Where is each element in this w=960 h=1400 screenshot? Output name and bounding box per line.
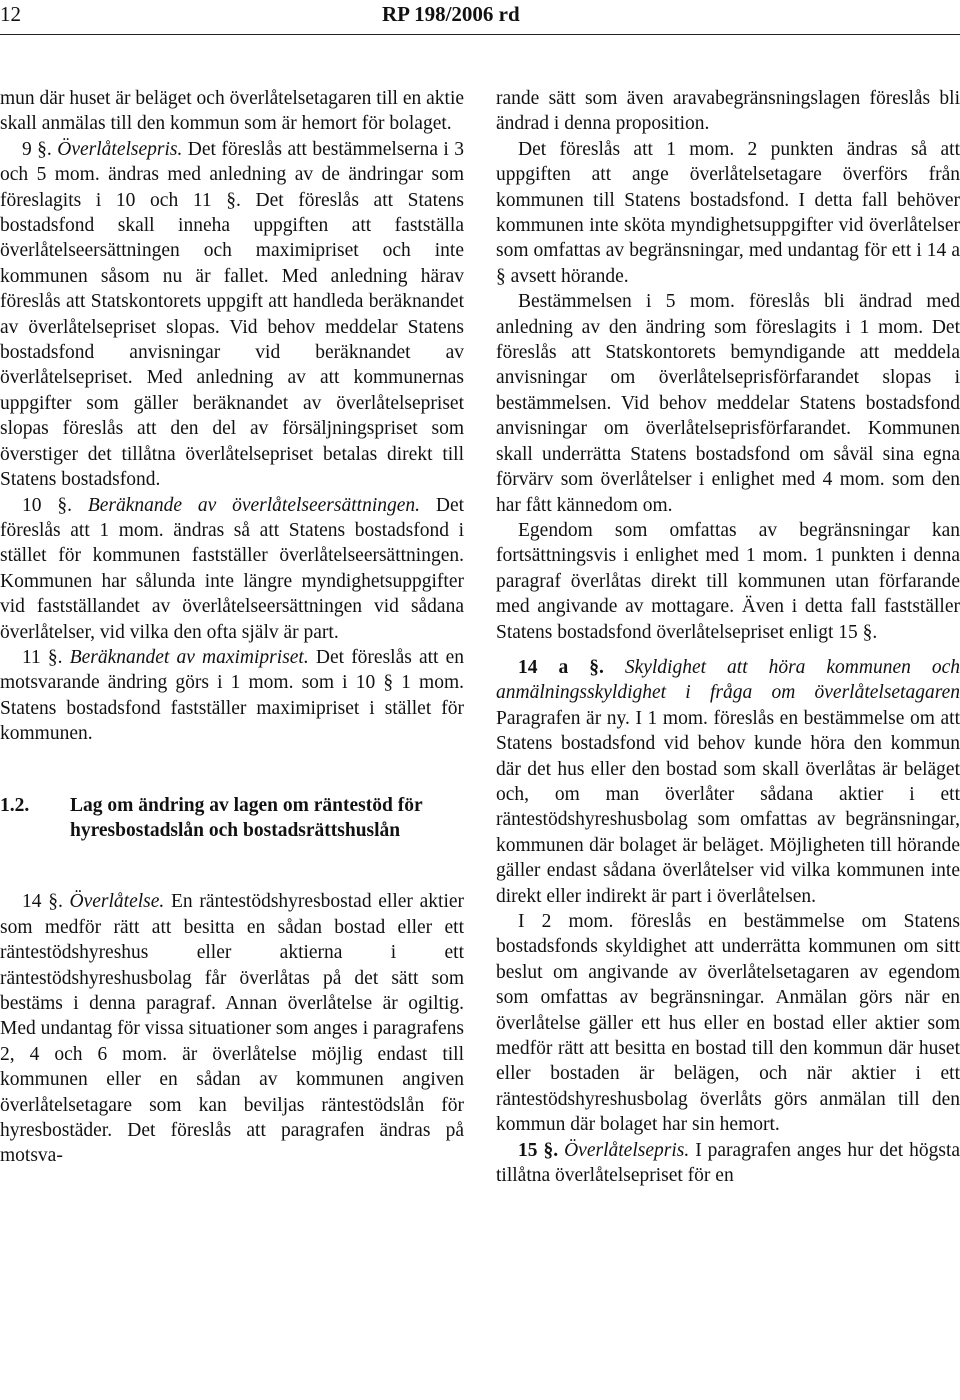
paragraph: Egendom som omfattas av begränsningar kan fortsättningsvis i enlighet med 1 mom. 1 punkten i denna paragraf överlåtas direkt till kommunen utan förfarande med angivande av mottagare. Även i detta fall fastställer Statens bostadsfond överlåtelsepriset enligt 15 §. [496, 519, 960, 643]
section-10 [0, 493, 464, 645]
heading-text: Lag om ändring av lagen om räntestöd för hyresbostadslån och bostadsrättshuslån [70, 794, 423, 841]
section-number: 14 §. [22, 891, 63, 913]
spacer [0, 747, 464, 793]
section-number: 14 a §. [518, 656, 604, 678]
paragraph: Bestämmelsen i 5 mom. föreslås bli ändrad med anledning av den ändring som föreslagits i 1 mom. Det föreslås att Statskontorets bemyndigande att meddela anvisningar om överlåtelseprisförfarandet slopas i bestämmelsen. Vid behov meddelar Statens bostadsfond anvisningar om överlåtelseprisförfarandet. Kommunen skall underrätta Statens bostadsfond om såväl sina egna förvärv som överlåtelser i enlighet med 4 mom. som den har fått kännedom om. [496, 291, 960, 516]
spacer [0, 843, 464, 889]
section-title: Beräknande av överlåtelseersättningen. [87, 494, 421, 516]
chapter-heading [0, 793, 464, 844]
right-column [496, 86, 960, 1188]
section-9 [0, 137, 464, 493]
section-title: Överlåtelsepris. [57, 138, 183, 160]
header-rule [0, 34, 960, 35]
section-14a [496, 655, 960, 909]
paragraph: mun där huset är beläget och överlåtelsetagaren till en aktie skall anmälas till den kommun som är hemort för bolaget. [0, 88, 465, 135]
section-text: Det föreslås att bestämmelserna i 3 och 5 mom. ändras med anledning av de ändringar som föreslagits i 10 och 11 §. Det föreslås att Statens bostadsfond skall inneha uppgiften att fastställa överlåtelseersättningen och maximipriset och inte kommunen såsom nu är fallet. Med anledning härav föreslås att Statskontorets uppgift att handleda beräknandet av överlåtelsepriset slopas. Vid behov meddelar Statens bostadsfond anvisningar vid beräknandet av överlåtelsepriset. Med anledning av att kommunernas uppgifter som gäller beräknandet av överlåtelsepriset slopas föreslås att den del av försäljningspriset som överstiger det tillåtna överlåtelsepriset betalas direkt till Statens bostadsfond. [0, 138, 465, 491]
left-column [0, 86, 464, 1169]
section-title: Skyldighet att höra kommunen och anmälningsskyldighet i fråga om överlåtelsetagaren [496, 656, 960, 704]
section-text: Det föreslås att en motsvarande ändring görs i 1 mom. som i 10 § 1 mom. Statens bostadsfond fastställer maximipriset i stället för kommunen. [0, 646, 465, 745]
paragraph: rande sätt som även aravabegränsningslagen föreslås bli ändrad i denna proposition. [496, 88, 960, 135]
section-14 [0, 889, 464, 1168]
section-number: 15 §. [518, 1139, 559, 1161]
section-11 [0, 645, 464, 747]
spacer [496, 645, 960, 655]
heading-number: 1.2. [0, 794, 30, 816]
section-number: 11 §. [22, 646, 63, 668]
paragraph: I 2 mom. föreslås en bestämmelse om Statens bostadsfonds skyldighet att underrätta kommunen om sitt beslut om angivande av överlåtelsetagaren av egendom som omfattas av begränsningar. Anmälan görs när en överlåtelse gäller ett hus eller en bostad eller aktier som medför rätt att besitta en bostad till den kommun där huset eller bostaden är belägen, och när aktier i ett räntestödshyreshusbolag överlåts görs anmälan till den kommun där bolaget har sin hemort. [496, 911, 960, 1136]
section-15 [496, 1138, 960, 1189]
document-reference: RP 198/2006 rd [382, 2, 520, 26]
section-text: En räntestödshyresbostad eller aktier som medför rätt att besitta en sådan bostad eller ett räntestödshyreshus eller aktierna i ett räntestödshyreshusbolag får överlåtas på det sätt som bestäms i denna paragraf. Annan överlåtelse är ogiltig. Med undantag för vissa situationer som anges i paragrafens 2, 4 och 6 mom. är överlåtelse möjlig endast till kommunen eller en sådan av kommunen angiven överlåtelsetagare som kan beviljas räntestödslån för hyresbostäder. Det föreslås att paragrafen ändras på motsva- [0, 891, 465, 1167]
section-text: Paragrafen är ny. I 1 mom. föreslås en bestämmelse om att Statens bostadsfond vid behov kunde höra den kommun där det hus eller den bostad som skall överlåtas är beläget och, om man överlåter sådana aktier i ett räntestödshyreshusbolag som omfattas av begränsningar, kommunen där bolaget är beläget. Möjligheten till hörande gäller endast sådana överlåtelser vid vilka kommunen inte direkt eller indirekt är part i överlåtelsen. [496, 707, 960, 907]
section-text: Det föreslås att 1 mom. ändras så att Statens bostadsfond i stället för kommunen fastställer överlåtelseersättningen. Kommunen har sålunda inte längre myndighetsuppgifter vid fastställandet av överlåtelseersättningen vid sådana överlåtelser, vid vilka den ofta själv är part. [0, 494, 465, 643]
section-title: Beräknandet av maximipriset. [69, 646, 309, 668]
paragraph: Det föreslås att 1 mom. 2 punkten ändras så att uppgiften att ange överlåtelsetagare överförs från kommunen till Statens bostadsfond. I detta fall behöver kommunen inte sköta myndighetsuppgifter vid överlåtelser som omfattas av begränsningar, med undantag för ett i 14 a § avsett hörande. [496, 138, 960, 287]
section-text: I paragrafen anges hur det högsta tillåtna överlåtelsepriset för en [496, 1139, 960, 1187]
section-title: Överlåtelsepris. [564, 1139, 690, 1161]
page-number: 12 [0, 2, 21, 26]
section-title: Överlåtelse. [69, 891, 165, 913]
page-header [0, 0, 960, 34]
section-number: 10 §. [22, 494, 72, 516]
section-number: 9 §. [22, 138, 52, 160]
